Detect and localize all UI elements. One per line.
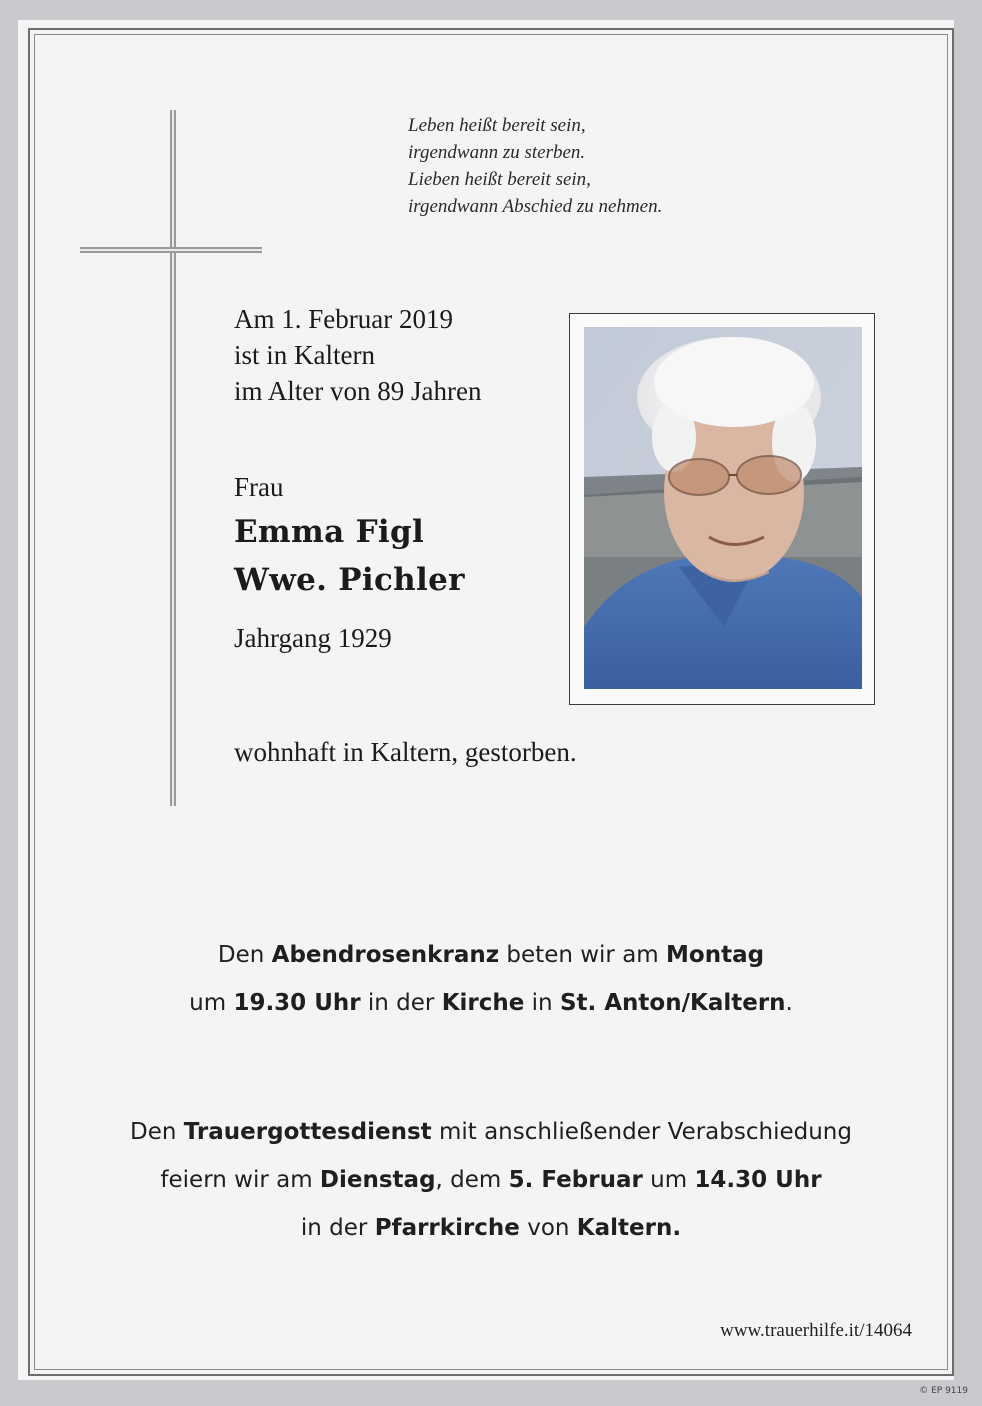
memorial-poem [408,112,868,220]
funeral-line-1 [38,1108,944,1156]
announcement-line: im Alter von 89 Jahren [234,376,482,406]
text-segment: mit anschließender Verabschiedung [431,1119,852,1145]
emphasized-text: 19.30 Uhr [233,990,361,1016]
cross-icon-horizontal-bar [80,247,262,253]
print-code: © EP 9119 [919,1386,968,1396]
residence-line: wohnhaft in Kaltern, gestorben. [234,737,577,767]
emphasized-text: Montag [666,942,765,968]
text-segment: Den [130,1119,184,1145]
text-segment: Den [217,942,272,968]
text-segment: um [642,1167,695,1193]
poem-line: Leben heißt bereit sein, [408,115,586,136]
text-segment: in [524,990,560,1016]
poem-line: Lieben heißt bereit sein, [408,169,591,190]
text-segment: feiern wir am [160,1167,320,1193]
salutation: Frau [234,472,284,502]
portrait-photo [584,327,862,689]
emphasized-text: Kaltern. [576,1215,682,1241]
text-segment: . [785,990,793,1016]
rosary-line-2 [38,979,944,1027]
text-segment: beten wir am [499,942,667,968]
emphasized-text: Pfarrkirche [374,1215,520,1241]
text-segment: von [519,1215,577,1241]
emphasized-text: 5. Februar [508,1167,643,1193]
emphasized-text: Trauergottesdienst [183,1119,432,1145]
announcement-line: Am 1. Februar 2019 [234,304,453,334]
emphasized-text: Dienstag [319,1167,436,1193]
emphasized-text: Kirche [441,990,525,1016]
announcement-line: ist in Kaltern [234,340,375,370]
cross-icon-vertical-bar [170,110,176,806]
website-link[interactable]: www.trauerhilfe.it/14064 [720,1320,912,1341]
birth-year: Jahrgang 1929 [234,623,392,653]
emphasized-text: St. Anton/Kaltern [559,990,786,1016]
poem-line: irgendwann Abschied zu nehmen. [408,196,663,217]
rosary-announcement [38,931,944,1027]
funeral-line-3 [38,1204,944,1252]
funeral-line-2 [38,1156,944,1204]
emphasized-text: 14.30 Uhr [694,1167,822,1193]
emphasized-text: Abendrosenkranz [271,942,500,968]
funeral-announcement [38,1108,944,1252]
name-line: Emma Figl [234,514,425,550]
text-segment: , dem [435,1167,509,1193]
name-line: Wwe. Pichler [234,562,465,598]
text-segment: in der [300,1215,375,1241]
rosary-line-1 [38,931,944,979]
text-segment: in der [360,990,442,1016]
deceased-name [234,508,465,604]
poem-line: irgendwann zu sterben. [408,142,586,163]
death-announcement [234,301,481,409]
text-segment: um [189,990,234,1016]
